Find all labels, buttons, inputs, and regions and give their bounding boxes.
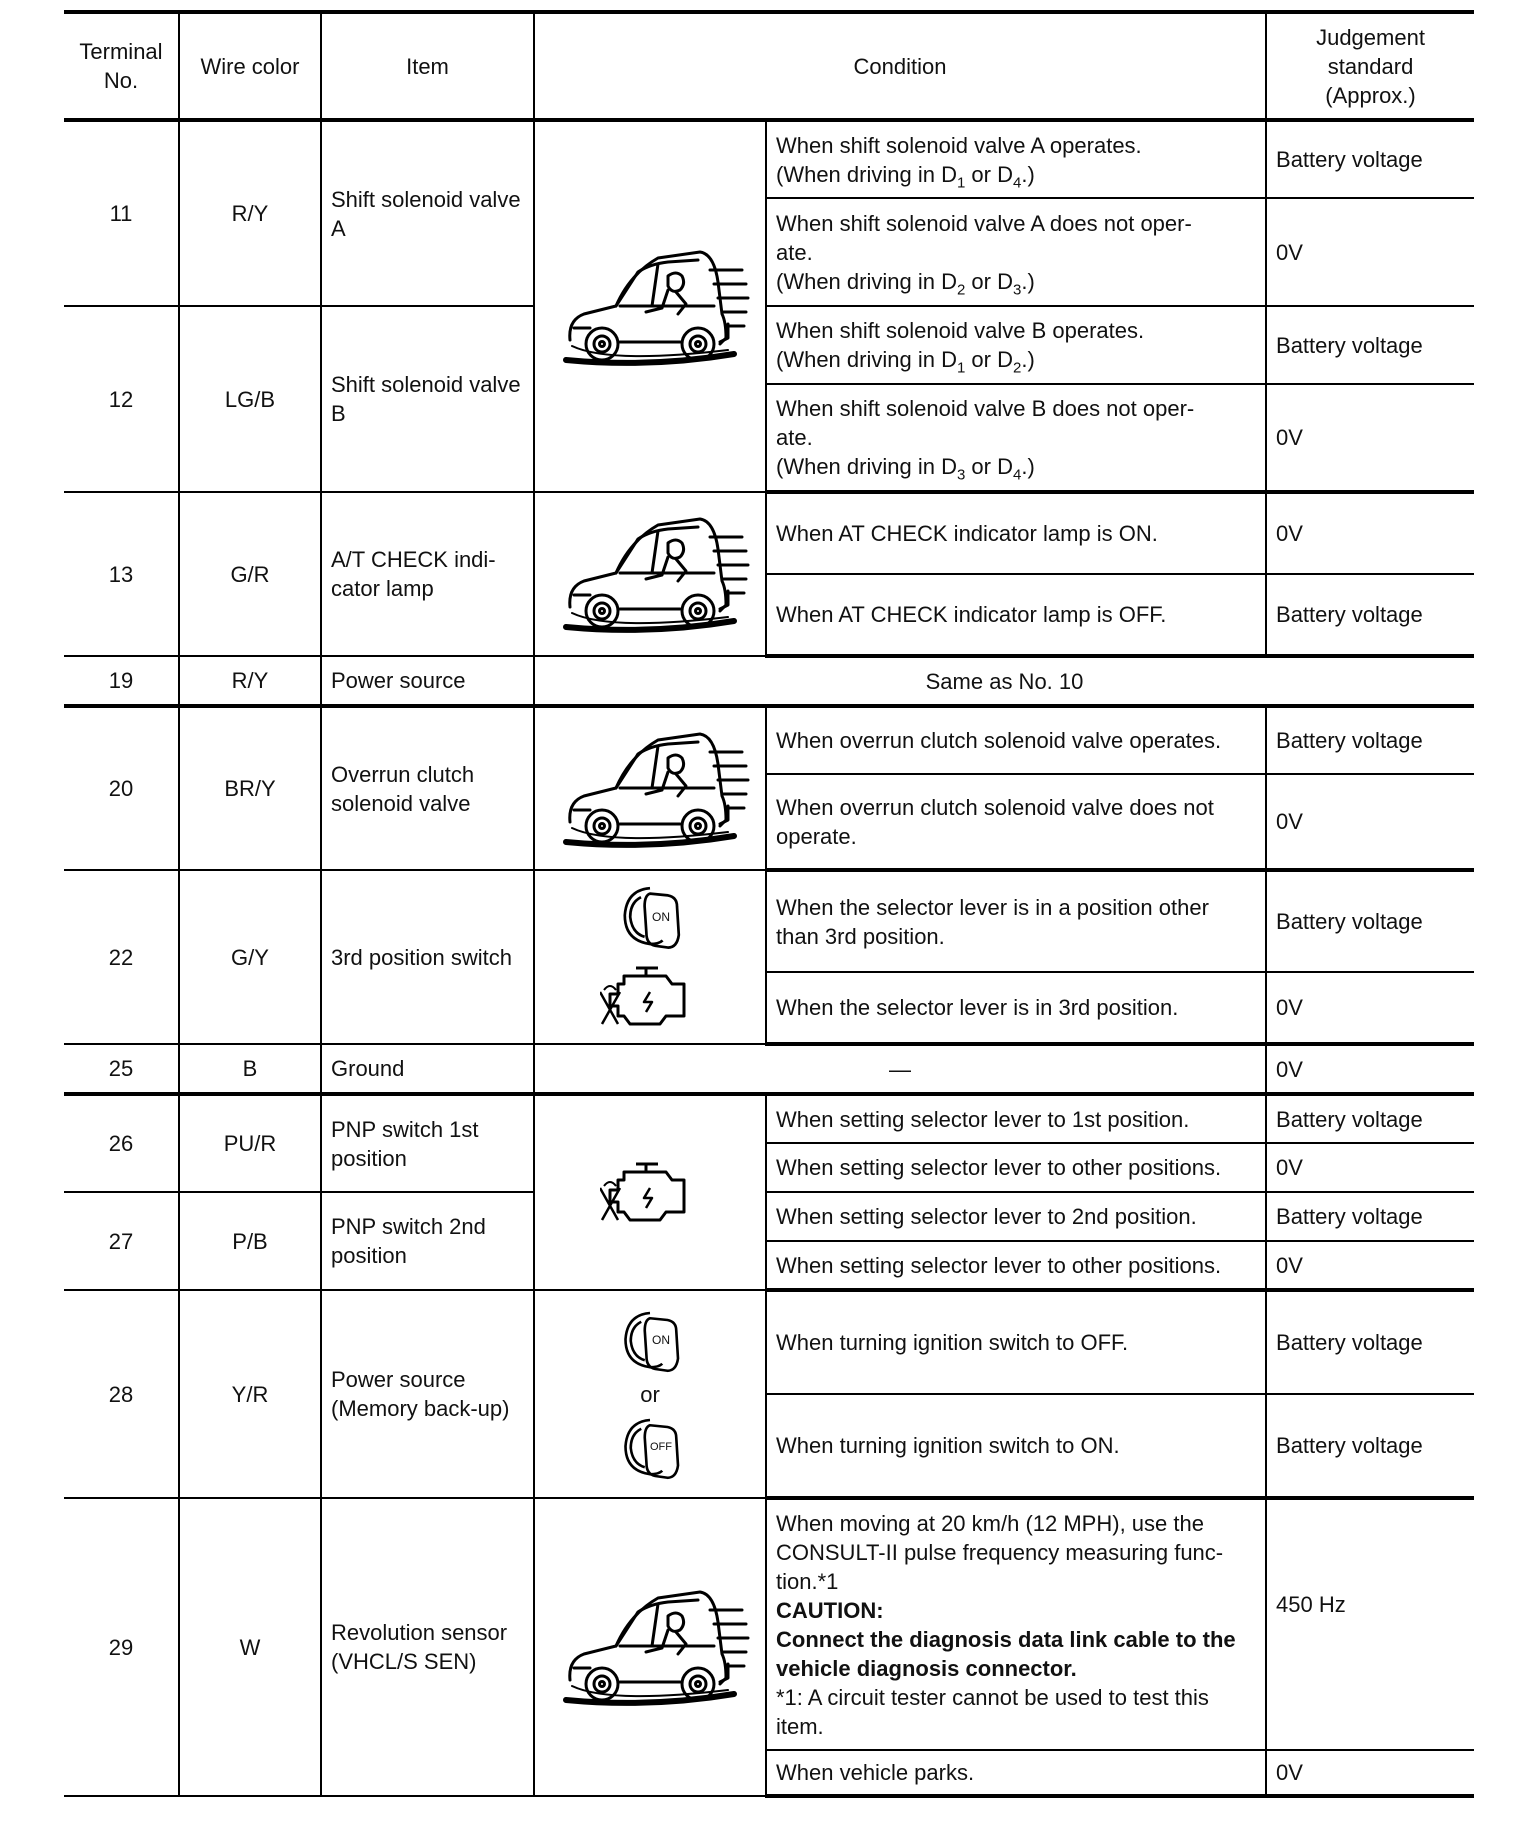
- key-off-label: OFF: [650, 1440, 672, 1453]
- judgement-value: Battery voltage: [1266, 120, 1474, 198]
- judgement-value: 0V: [1266, 972, 1474, 1044]
- judgement-value: 0V: [1266, 198, 1474, 306]
- terminal-number: 12: [64, 306, 179, 492]
- wire-color: BR/Y: [179, 706, 321, 870]
- terminal-number: 13: [64, 492, 179, 656]
- condition-text: When the selector lever is in 3rd position.: [766, 972, 1266, 1044]
- condition-illustration: [534, 706, 766, 870]
- condition-text: When shift solenoid valve B operates. (When driving in $D_1$ or $D_2$.): [766, 306, 1266, 384]
- wire-color: R/Y: [179, 656, 321, 706]
- judgement-value: 0V: [1266, 774, 1474, 870]
- item-name: A/T CHECK indi- cator lamp: [321, 492, 534, 656]
- condition-illustration: [534, 1290, 766, 1498]
- table-row: [64, 120, 1474, 198]
- header-wire-color: Wire color: [179, 12, 321, 120]
- item-name: Shift solenoid valve A: [321, 120, 534, 306]
- item-name: PNP switch 1st position: [321, 1094, 534, 1192]
- terminal-number: 26: [64, 1094, 179, 1192]
- condition-text: When setting selector lever to other positions.: [766, 1143, 1266, 1192]
- item-name: 3rd position switch: [321, 870, 534, 1044]
- driving-car-icon: [550, 724, 750, 854]
- judgement-value: 0V: [1266, 384, 1474, 492]
- item-name: Ground: [321, 1044, 534, 1094]
- condition-text: When shift solenoid valve B does not oper- ate. (When driving in $D_3$ or $D_4$.): [766, 384, 1266, 492]
- item-name: PNP switch 2nd position: [321, 1192, 534, 1290]
- table-row: [64, 1044, 1474, 1094]
- terminal-number: 20: [64, 706, 179, 870]
- header-judgement: Judgement standard (Approx.): [1266, 12, 1474, 120]
- wire-color: P/B: [179, 1192, 321, 1290]
- condition-text: When overrun clutch solenoid valve operates.: [766, 706, 1266, 774]
- judgement-value: 0V: [1266, 1143, 1474, 1192]
- condition-text: When AT CHECK indicator lamp is ON.: [766, 492, 1266, 574]
- judgement-value: Battery voltage: [1266, 706, 1474, 774]
- item-name: Revolution sensor (VHCL/S SEN): [321, 1498, 534, 1796]
- table-row: [64, 706, 1474, 774]
- table-row: [64, 492, 1474, 574]
- judgement-value: Battery voltage: [1266, 1192, 1474, 1241]
- condition-text: Same as No. 10: [534, 656, 1474, 706]
- judgement-value: 0V: [1266, 1044, 1474, 1094]
- wire-color: LG/B: [179, 306, 321, 492]
- wire-color: Y/R: [179, 1290, 321, 1498]
- condition-text: When setting selector lever to other positions.: [766, 1241, 1266, 1290]
- table-row: [64, 1290, 1474, 1394]
- judgement-value: 0V: [1266, 1750, 1474, 1796]
- wire-color: G/R: [179, 492, 321, 656]
- terminal-number: 19: [64, 656, 179, 706]
- table-row: [64, 306, 1474, 384]
- condition-illustration: [534, 1094, 766, 1290]
- condition-text: When AT CHECK indicator lamp is OFF.: [766, 574, 1266, 656]
- condition-text: When setting selector lever to 1st position.: [766, 1094, 1266, 1143]
- condition-text: When the selector lever is in a position other than 3rd position.: [766, 870, 1266, 972]
- condition-text: [766, 1498, 1266, 1750]
- terminal-number: 25: [64, 1044, 179, 1094]
- driving-car-icon: [550, 242, 750, 372]
- judgement-value: Battery voltage: [1266, 574, 1474, 656]
- terminal-number: 28: [64, 1290, 179, 1498]
- driving-car-icon: [550, 1582, 750, 1712]
- engine-stopped-icon: [600, 1157, 700, 1229]
- wire-color: G/Y: [179, 870, 321, 1044]
- judgement-value: Battery voltage: [1266, 306, 1474, 384]
- condition-text: When overrun clutch solenoid valve does not operate.: [766, 774, 1266, 870]
- condition-text: When shift solenoid valve A operates. (When driving in $D_1$ or $D_4$.): [766, 120, 1266, 198]
- condition-illustration: [534, 492, 766, 656]
- header-terminal: Terminal No.: [64, 12, 179, 120]
- wire-color: PU/R: [179, 1094, 321, 1192]
- terminal-number: 11: [64, 120, 179, 306]
- key-on-label: ON: [652, 910, 670, 924]
- terminal-number: 29: [64, 1498, 179, 1796]
- caution-text: Connect the diagnosis data link cable to the vehicle diagnosis connector.: [776, 1626, 1236, 1681]
- condition-text: When turning ignition switch to ON.: [766, 1394, 1266, 1498]
- table-row: [64, 656, 1474, 706]
- condition-illustration: [534, 120, 766, 492]
- ignition-key-icon-drawing: [610, 1306, 690, 1376]
- ignition-key-off-icon: [610, 1413, 690, 1483]
- condition-text-measure: When moving at 20 km/h (12 MPH), use the CONSULT-II pulse frequency measuring func- tion.*1: [776, 1510, 1224, 1594]
- caution-label: CAUTION:: [776, 1597, 884, 1623]
- table-row: [64, 870, 1474, 972]
- condition-text: When shift solenoid valve A does not oper- ate. (When driving in $D_2$ or $D_3$.): [766, 198, 1266, 306]
- ignition-key-on-icon: [610, 1306, 690, 1376]
- terminal-number: 22: [64, 870, 179, 1044]
- wire-color: B: [179, 1044, 321, 1094]
- footnote-text: *1: A circuit tester cannot be used to test this item.: [776, 1684, 1209, 1739]
- judgement-value: Battery voltage: [1266, 1290, 1474, 1394]
- judgement-value: Battery voltage: [1266, 870, 1474, 972]
- judgement-value: 0V: [1266, 492, 1474, 574]
- condition-text: —: [534, 1044, 1266, 1094]
- header-condition: Condition: [534, 12, 1266, 120]
- ignition-key-icon: [610, 881, 690, 953]
- condition-text: When turning ignition switch to OFF.: [766, 1290, 1266, 1394]
- header-item: Item: [321, 12, 534, 120]
- table-row: [64, 1192, 1474, 1241]
- or-label: or: [640, 1381, 660, 1407]
- ignition-key-icon-drawing: [610, 881, 690, 953]
- condition-text: When vehicle parks.: [766, 1750, 1266, 1796]
- judgement-value: 0V: [1266, 1241, 1474, 1290]
- wire-color: R/Y: [179, 120, 321, 306]
- condition-text: When setting selector lever to 2nd position.: [766, 1192, 1266, 1241]
- item-name: Power source (Memory back-up): [321, 1290, 534, 1498]
- terminal-spec-table: [64, 10, 1474, 1798]
- condition-illustration: [534, 1498, 766, 1796]
- key-on-label: ON: [652, 1332, 670, 1347]
- item-name: Shift solenoid valve B: [321, 306, 534, 492]
- item-name: Power source: [321, 656, 534, 706]
- table-row: [64, 1498, 1474, 1750]
- terminal-number: 27: [64, 1192, 179, 1290]
- item-name: Overrun clutch solenoid valve: [321, 706, 534, 870]
- judgement-value: 450 Hz: [1266, 1498, 1474, 1750]
- judgement-value: Battery voltage: [1266, 1094, 1474, 1143]
- engine-stopped-icon: [600, 961, 700, 1033]
- wire-color: W: [179, 1498, 321, 1796]
- judgement-value: Battery voltage: [1266, 1394, 1474, 1498]
- driving-car-icon: [550, 509, 750, 639]
- condition-illustration: [534, 870, 766, 1044]
- table-row: [64, 1094, 1474, 1143]
